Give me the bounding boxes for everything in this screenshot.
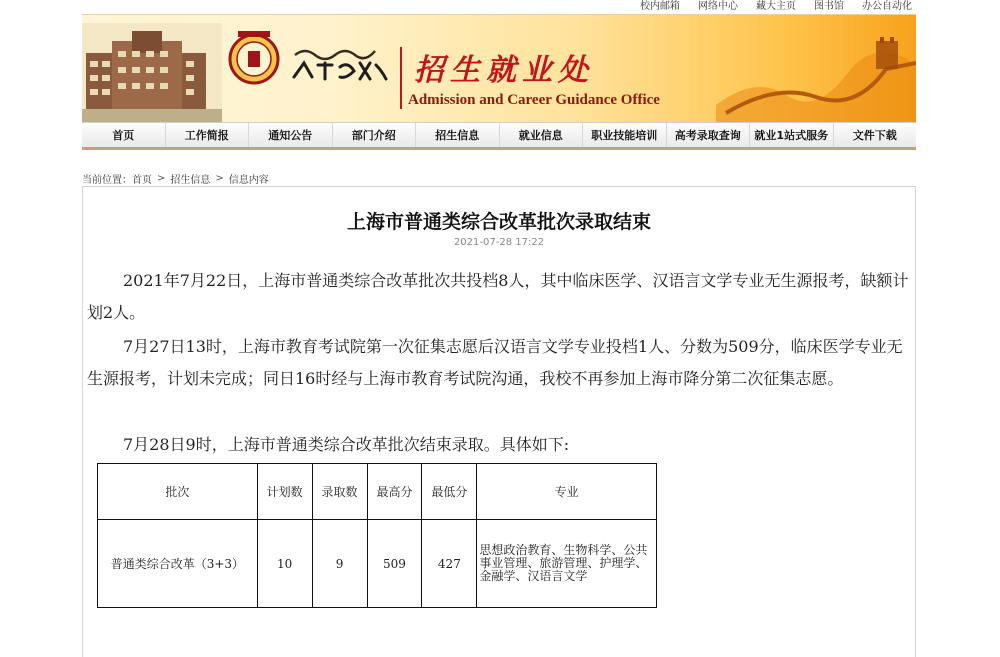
top-link-mail[interactable]: 校内邮箱 [640, 1, 680, 12]
table-header-row [98, 464, 657, 520]
article-paragraph: 7月27日13时，上海市教育考试院第一次征集志愿后汉语言文学专业投档1人、分数为509分，临床医学专业无生源报考，计划未完成；同日16时经与上海市教育考试院沟通，我校不再参加上海市降分第二次征集志愿。 [87, 337, 903, 388]
breadcrumb-separator: > [157, 172, 166, 184]
article-paragraph: 7月28日9时，上海市普通类综合改革批次结束录取。具体如下: [123, 435, 570, 454]
breadcrumb-home[interactable]: 首页 [132, 174, 152, 186]
header-min-score: 最低分 [422, 464, 477, 520]
header-max-score: 最高分 [367, 464, 422, 520]
article-paragraph: 2021年7月22日，上海市普通类综合改革批次共投档8人，其中临床医学、汉语言文学专业无生源报考，缺额计划2人。 [87, 271, 909, 322]
nav-item-admission-info[interactable]: 招生信息 [416, 123, 500, 147]
nav-item-notices[interactable]: 通知公告 [249, 123, 333, 147]
cell-admitted: 9 [312, 520, 367, 608]
nav-item-score-query[interactable]: 高考录取查询 [667, 123, 751, 147]
article-title: 上海市普通类综合改革批次录取结束 [346, 211, 651, 233]
nav-item-one-stop-service[interactable]: 就业1站式服务 [750, 123, 834, 147]
school-name-calligraphy-logo [290, 45, 390, 85]
cell-max-score: 509 [367, 520, 422, 608]
header-admitted: 录取数 [312, 464, 367, 520]
top-utility-bar [82, 0, 916, 14]
breadcrumb-current: 信息内容 [228, 174, 269, 186]
breadcrumb-prefix: 当前位置： [82, 174, 132, 186]
office-name-en: Admission and Career Guidance Office [408, 92, 660, 108]
university-seal-logo [228, 29, 280, 89]
admission-result-table [97, 463, 657, 608]
nav-item-home[interactable]: 首页 [82, 123, 166, 147]
article-panel [82, 187, 916, 657]
office-name-cn: 招生就业处 [414, 53, 594, 88]
main-nav [82, 122, 916, 150]
header-majors: 专业 [477, 464, 657, 520]
great-wall-image [716, 35, 916, 122]
nav-item-work-briefing[interactable]: 工作简报 [166, 123, 250, 147]
breadcrumb-admission-info[interactable]: 招生信息 [170, 174, 211, 186]
top-link-network-center[interactable]: 网络中心 [698, 1, 738, 12]
campus-building-image [82, 23, 222, 122]
header-batch: 批次 [98, 464, 258, 520]
nav-item-skills-training[interactable]: 职业技能培训 [583, 123, 667, 147]
site-banner [82, 14, 916, 122]
article-date: 2021-07-28 17:22 [453, 237, 545, 248]
cell-majors: 思想政治教育、生物科学、公共事业管理、旅游管理、护理学、金融学、汉语言文学 [477, 520, 657, 608]
breadcrumb [82, 170, 916, 187]
table-row [98, 520, 657, 608]
banner-divider [400, 47, 402, 109]
top-link-office-automation[interactable]: 办公自动化 [862, 1, 912, 12]
top-links [640, 0, 912, 12]
cell-planned: 10 [257, 520, 312, 608]
cell-batch: 普通类综合改革（3+3） [98, 520, 258, 608]
top-link-homepage[interactable]: 藏大主页 [756, 1, 796, 12]
breadcrumb-separator: > [215, 172, 224, 184]
cell-min-score: 427 [422, 520, 477, 608]
nav-item-downloads[interactable]: 文件下载 [852, 129, 897, 142]
top-link-library[interactable]: 图书馆 [814, 1, 844, 12]
nav-item-department[interactable]: 部门介绍 [333, 123, 417, 147]
header-planned: 计划数 [257, 464, 312, 520]
nav-item-employment-info[interactable]: 就业信息 [500, 123, 584, 147]
